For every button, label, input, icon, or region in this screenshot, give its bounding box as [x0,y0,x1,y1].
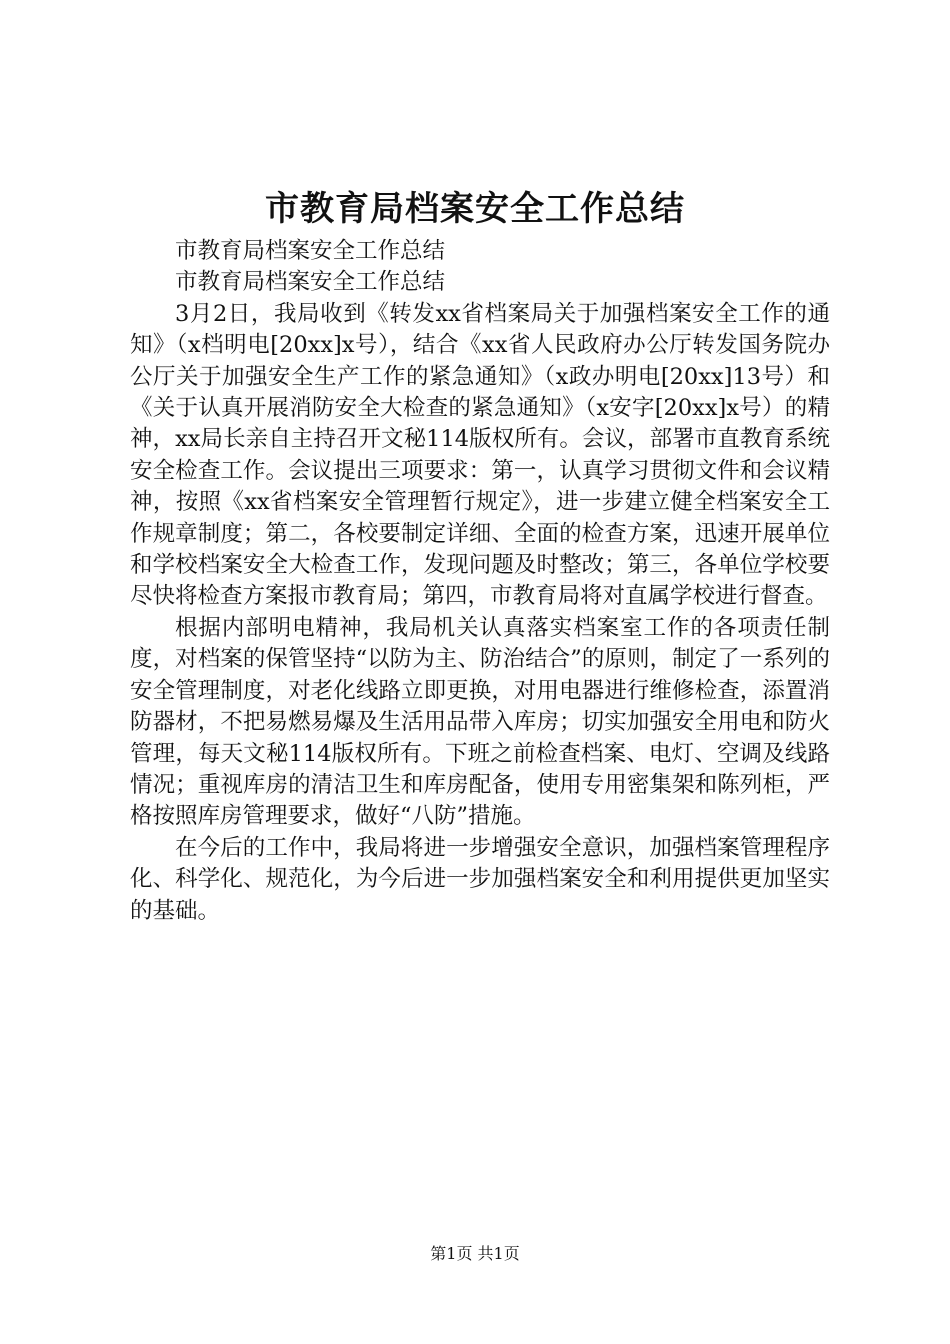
paragraph-subtitle-1: 市教育局档案安全工作总结 [175,238,446,264]
paragraph-conclusion: 在今后的工作中，我局将进一步增强安全意识，加强档案管理程序化、科学化、规范化，为今后进一步加强档案安全和利用提供更加坚实的基础。 [130,834,830,924]
document-body [130,236,830,927]
page-number-footer: 第1页 共1页 [430,1244,520,1263]
document-title: 市教育局档案安全工作总结 [265,189,685,229]
paragraph-measures: 根据内部明电精神，我局机关认真落实档案室工作的各项责任制度，对档案的保管坚持“以防为主、防治结合”的原则，制定了一系列的安全管理制度，对老化线路立即更换，对用电器进行维修检查，添置消防器材，不把易燃易爆及生活用品带入库房；切实加强安全用电和防火管理，每天文秘114版权所有。下班之前检查档案、电灯、空调及线路情况；重视库房的清洁卫生和库房配备，使用专用密集架和陈列柜，严格按照库房管理要求，做好“八防”措施。 [130,614,830,830]
paragraph-subtitle-2: 市教育局档案安全工作总结 [175,269,446,296]
paragraph-notice: 3月2日，我局收到《转发xx省档案局关于加强档案安全工作的通知》（x档明电[20xx]x号），结合《xx省人民政府办公厅转发国务院办公厅关于加强安全生产工作的紧急通知》（x政办明电[20xx]13号）和《关于认真开展消防安全大检查的紧急通知》（x安字[20xx]x号）的精神，xx局长亲自主持召开文秘114版权所有。会议，部署市直教育系统安全检查工作。会议提出三项要求：第一，认真学习贯彻文件和会议精神，按照《xx省档案安全管理暂行规定》，进一步建立健全档案安全工作规章制度；第二，各校要制定详细、全面的检查方案，迅速开展单位和学校档案安全大检查工作，发现问题及时整改；第三，各单位学校要尽快将检查方案报市教育局；第四，市教育局将对直属学校进行督查。 [130,300,830,610]
